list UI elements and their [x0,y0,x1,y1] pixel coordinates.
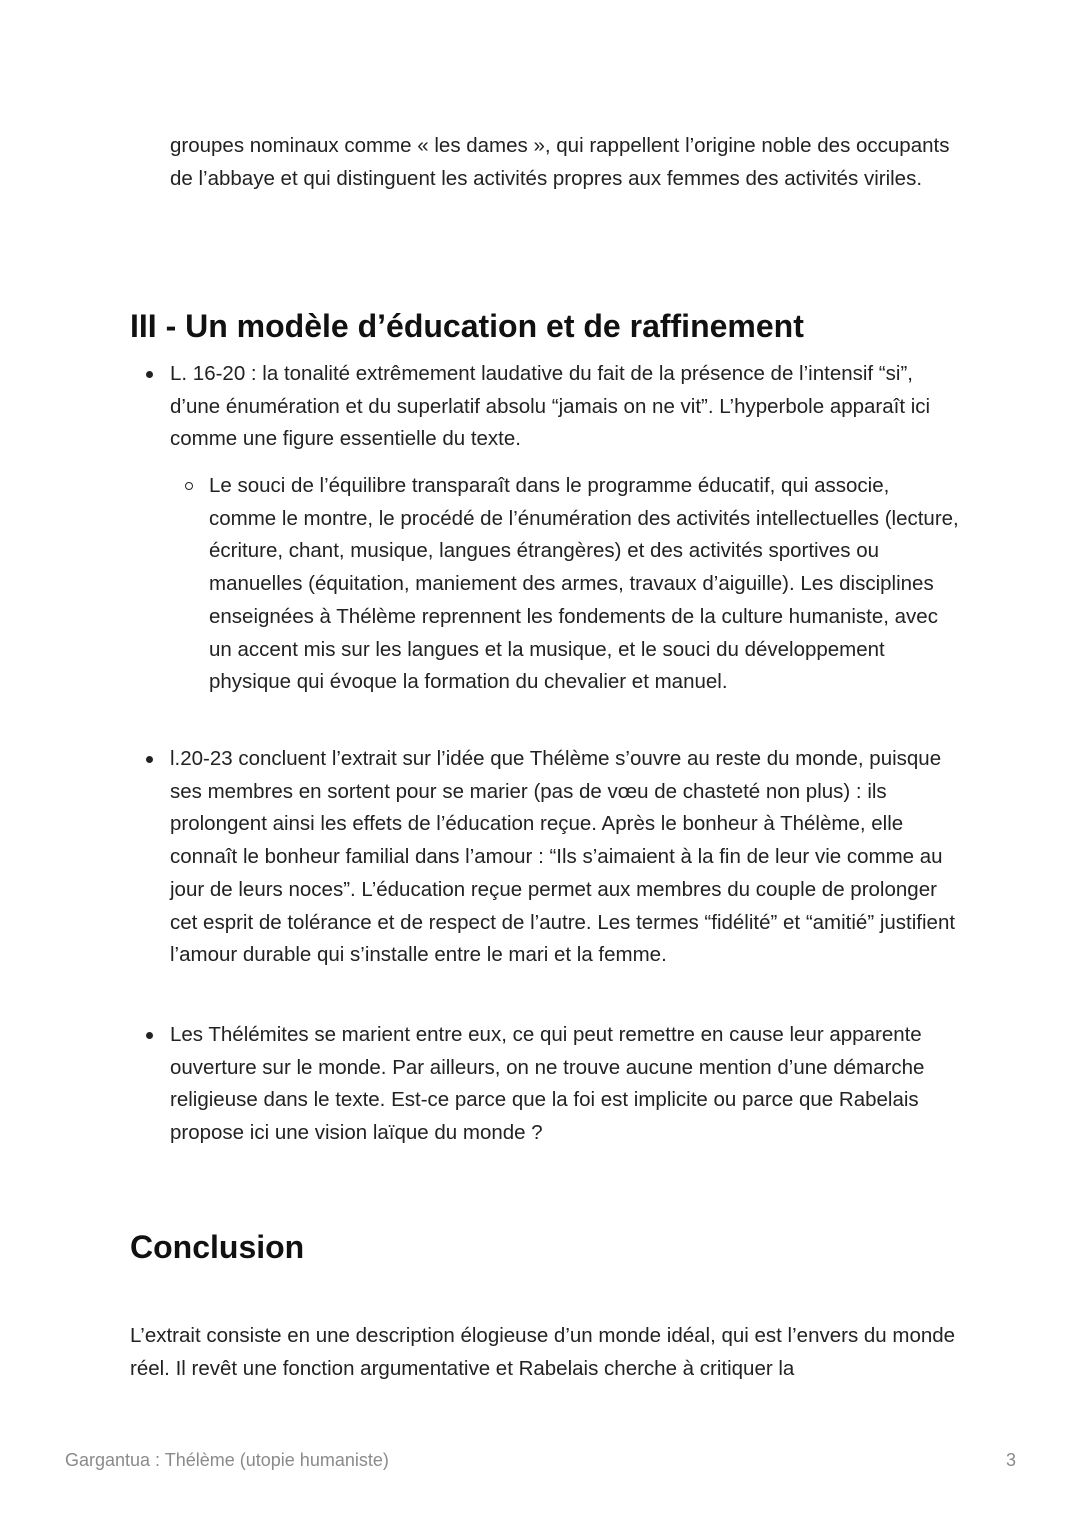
conclusion-paragraph: L’extrait consiste en une description élogieuse d’un monde idéal, qui est l’envers du monde réel. Il revêt une fonction argumentative et Rabelais cherche à critiquer la [130,1324,956,1380]
intro-paragraph: groupes nominaux comme « les dames », qui rappellent l’origine noble des occupants de l’abbaye et qui distinguent les activités propres aux femmes des activités viriles. [170,134,950,190]
footer-page-number: 3 [1005,1450,1016,1470]
section-heading-iii: III - Un modèle d’éducation et de raffinement [130,308,804,344]
conclusion-heading: Conclusion [130,1229,305,1265]
bullet-item: L. 16-20 : la tonalité extrêmement laudative du fait de la présence de l’intensif “si”, d’une énumération et du superlatif absolu “jamais on ne vit”. L’hyperbole apparaît ici comme une figure essentielle du texte. [170,358,960,456]
bullet-item: Les Thélémites se marient entre eux, ce qui peut remettre en cause leur apparente ouverture sur le monde. Par ailleurs, on ne trouve aucune mention d’une démarche religieuse dans le texte. Est-ce parce que la foi est implicite ou parce que Rabelais propose ici une vision laïque du monde ? [170,1019,960,1150]
footer-document-title: Gargantua : Thélème (utopie humaniste) [65,1450,389,1470]
bullet-item: l.20-23 concluent l’extrait sur l’idée que Thélème s’ouvre au reste du monde, puisque ses membres en sortent pour se marier (pas de vœu de chasteté non plus) : ils prolongent ainsi les effets de l’éducation reçue. Après le bonheur à Thélème, elle connaît le bonheur familial dans l’amour : “Ils s’aimaient à la fin de leur vie comme au jour de leurs noces”. L’éducation reçue permet aux membres du couple de prolonger cet esprit de tolérance et de respect de l’autre. Les termes “fidélité” et “amitié” justifient l’amour durable qui s’installe entre le mari et la femme. [170,743,960,972]
sub-bullet-item: Le souci de l’équilibre transparaît dans le programme éducatif, qui associe, comme le montre, le procédé de l’énumération des activités intellectuelles (lecture, écriture, chant, musique, langues étrangères) et des activités sportives ou manuelles (équitation, maniement des armes, travaux d’aiguille). Les disciplines enseignées à Thélème reprennent les fondements de la culture humaniste, avec un accent mis sur les langues et la musique, et le souci du développement physique qui évoque la formation du chevalier et manuel. [209,470,959,699]
